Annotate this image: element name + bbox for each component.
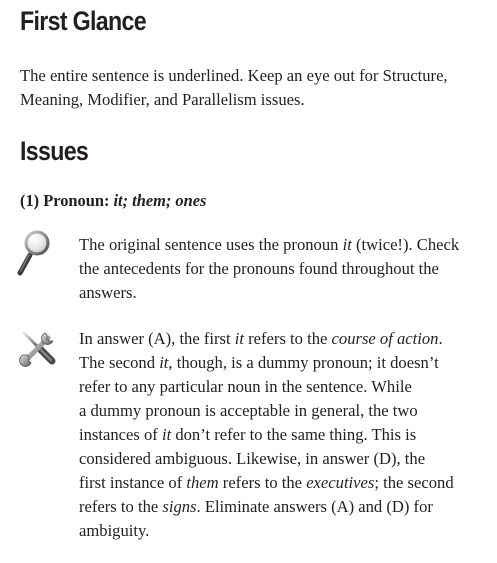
text-line: [79, 495, 493, 519]
text-run: don’t refer to the same thing. This is: [171, 425, 417, 444]
text-run: first instance of: [79, 473, 187, 492]
text-line: [79, 351, 493, 375]
subheading-prefix: (1) Pronoun:: [20, 191, 114, 210]
magnifying-glass-icon: [17, 230, 51, 276]
text-line: [79, 471, 493, 495]
text-line: considered ambiguous. Likewise, in answer (D), the: [79, 449, 426, 468]
wrench-screwdriver-icon: [19, 329, 57, 367]
text-run: In answer (A), the first: [79, 329, 235, 348]
first-glance-text: The entire sentence is underlined. Keep an eye out for Structure, Meaning, Modifier, and Parallelism issues.: [20, 66, 448, 109]
text-run: , though, is a dummy pronoun; it doesn’t: [168, 353, 439, 372]
text-run: . Eliminate answers (A) and (D) for: [196, 497, 433, 516]
text-run-italic: course of action: [331, 329, 439, 348]
text-run-italic: signs: [162, 497, 197, 516]
text-line: [79, 233, 493, 257]
text-run: The original sentence uses the pronoun: [79, 235, 343, 254]
text-line: a dummy pronoun is acceptable in general, the two: [79, 401, 418, 420]
text-run: .: [438, 329, 443, 348]
text-run-italic: executives: [306, 473, 375, 492]
ambiguity-analysis-text: [79, 327, 493, 543]
pronoun-analysis-text: [79, 233, 493, 305]
text-run: (twice!). Check: [351, 235, 460, 254]
text-line: ambiguity.: [79, 521, 150, 540]
text-run-italic: it: [234, 329, 244, 348]
text-run: ; the second: [374, 473, 454, 492]
first-glance-heading: First Glance: [20, 6, 146, 36]
text-run: instances of: [79, 425, 162, 444]
text-run: refers to the: [218, 473, 307, 492]
subheading-terms: it; them; ones: [113, 191, 207, 210]
pronoun-subheading: [20, 190, 206, 212]
text-line: [79, 423, 493, 447]
text-run-italic: it: [159, 353, 169, 372]
issues-heading: Issues: [20, 136, 89, 166]
text-run-italic: it: [342, 235, 352, 254]
text-run-italic: it: [161, 425, 172, 444]
text-line: the antecedents for the pronouns found throughout the: [79, 259, 439, 278]
text-line: answers.: [79, 283, 137, 302]
text-line: [79, 327, 493, 351]
text-run: The second: [79, 353, 160, 372]
text-run: refers to the: [79, 497, 163, 516]
text-line: refer to any particular noun in the sentence. While: [79, 377, 412, 396]
text-run: refers to the: [243, 329, 332, 348]
text-run-italic: them: [186, 473, 219, 492]
